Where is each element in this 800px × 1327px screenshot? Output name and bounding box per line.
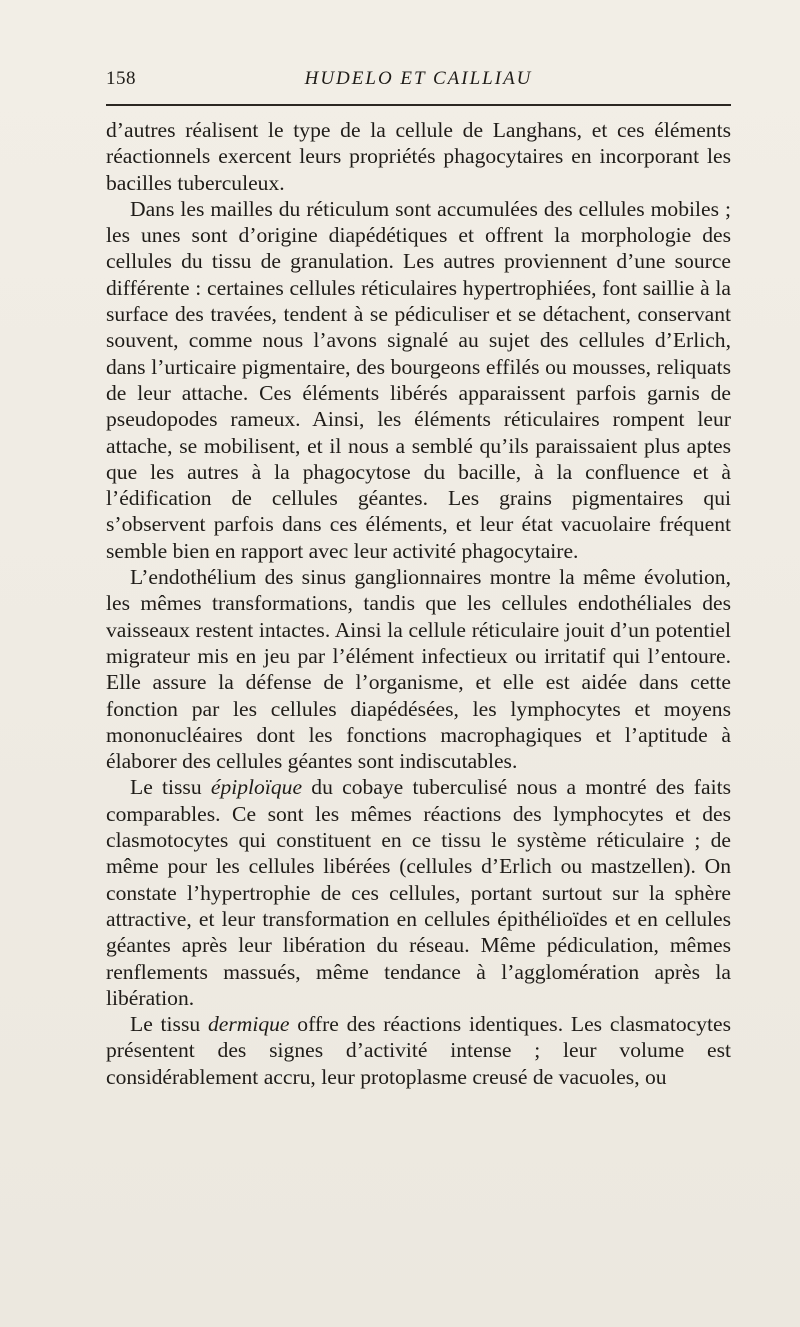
paragraph-1: d’autres réalisent le type de la cellule de Langhans, et ces éléments réactionnels exercent leurs propriétés phagocytaires en incorporant les bacilles tuberculeux. [106, 118, 731, 195]
running-title: HUDELO ET CAILLIAU [304, 68, 533, 89]
page-number: 158 [106, 68, 136, 89]
paragraph-5 [106, 1011, 731, 1090]
page-header [106, 68, 731, 92]
paragraph-4 [106, 774, 731, 1011]
body-text [106, 117, 731, 1090]
paragraph-5-rest: offre des réactions identiques. Les clasmatocytes présentent des signes d’activité intense ; leur volume est considérablement accru, leur protoplasme creusé de vacuoles, ou [106, 1012, 731, 1089]
paragraph-2: Dans les mailles du réticulum sont accumulées des cellules mobiles ; les unes sont d’origine diapédétiques et offrent la morphologie des cellules du tissu de granulation. Les autres proviennent d’une source différente : certaines cellules réticulaires hypertrophiées, font saillie à la surface des travées, tendent à se pédiculiser et se détachent, conservant souvent, comme nous l’avons signalé au sujet des cellules d’Erlich, dans l’urticaire pigmentaire, des bourgeons effilés ou mousses, reliquats de leur attache. Ces éléments libérés apparaissent parfois garnis de pseudopodes rameux. Ainsi, les éléments réticulaires rompent leur attache, se mobilisent, et il nous a semblé qu’ils paraissaient plus aptes que les autres à la phagocytose du bacille, à la confluence et à l’édification de cellules géantes. Les grains pigmentaires qui s’observent parfois dans ces éléments, et leur état vacuolaire fréquent semble bien en rapport avec leur activité phagocytaire. [106, 196, 731, 563]
paragraph-4-lead: Le tissu [130, 775, 211, 800]
paragraph-4-rest: du cobaye tuberculisé nous a montré des faits comparables. Ce sont les mêmes réactions des lymphocytes et des clasmotocytes qui constituent en ce tissu le système réticulaire ; de même pour les cellules libérées (cellules d’Erlich ou mastzellen). On constate l’hypertrophie de ces cellules, portant surtout sur la sphère attractive, et leur transformation en cellules épithélioïdes et en cellules géantes après leur libération du réseau. Même pédiculation, mêmes renflements massués, même tendance à l’agglomération après la libération. [106, 775, 731, 1010]
header-rule [106, 104, 731, 106]
paragraph-3: L’endothélium des sinus ganglionnaires montre la même évolution, les mêmes transformations, tandis que les cellules endothéliales des vaisseaux restent intactes. Ainsi la cellule réticulaire jouit d’un potentiel migrateur mis en jeu par l’élément infectieux ou irritatif qui l’entoure. Elle assure la défense de l’organisme, et elle est aidée dans cette fonction par les cellules diapédésées, les lymphocytes et moyens mononucléaires dont les fonctions macrophagiques et l’aptitude à élaborer des cellules géantes sont indiscutables. [106, 565, 731, 774]
paragraph-5-lead: Le tissu [130, 1012, 208, 1037]
italic-term-epiploique: épiploïque [210, 775, 303, 800]
italic-term-dermique: dermique [207, 1012, 290, 1037]
